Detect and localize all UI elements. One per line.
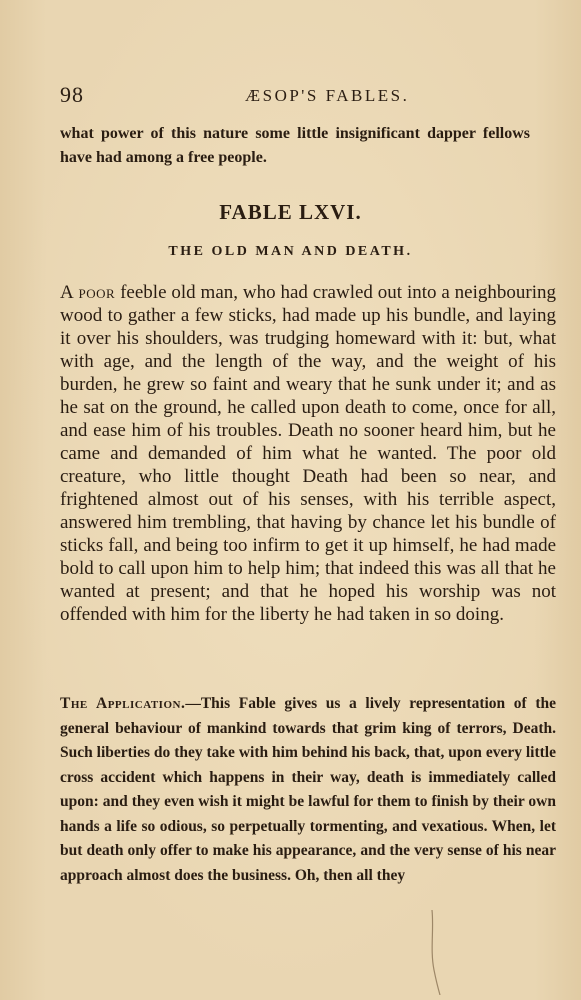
running-head: ÆSOP'S FABLES. [245,86,410,105]
application-text: —This Fable gives us a lively representation of the general behaviour of mankind towards that grim king of terrors, Death. Such liberties do they take with him behind his back, that, upon every little cross accident which happens in their way, death is immediately called upon: and they even wish it might be lawful for them to finish by their own hands a life so odious, so perpetually tormenting, and vexatious. When, let but death only offer to make his appearance, and the very sense of his near approach almost does the business. Oh, then all they [60,695,556,884]
application-paragraph [60,692,556,888]
fable-body [60,281,556,626]
carryover-paragraph: what power of this nature some little insignificant dapper fellows have had among a free people. [60,125,530,166]
page-crease-mark [428,910,442,995]
fable-title: THE OLD MAN AND DEATH. [168,244,413,259]
fable-number: FABLE LXVI. [219,200,362,224]
fable-body-text: feeble old man, who had crawled out into a neighbouring wood to gather a few sticks, had made up his bundle, and laying it over his shoulders, was trudging homeward with it: but, what with age, and the length of the way, and the weight of his burden, he grew so faint and weary that he sunk under it; and as he sat on the ground, he called upon death to come, once for all, and ease him of his troubles. Death no sooner heard him, but he came and demanded of him what he wanted. The poor old creature, who little thought Death had been so near, and frightened almost out of his senses, with his terrible aspect, answered him trembling, that having by chance let his bundle of sticks fall, and being too infirm to get it up himself, he had made bold to call upon him to help him; that indeed this was all that he wanted at present; and that he hoped his worship was not offended with him for the liberty he had taken in so doing. [60,282,556,625]
fable-opening-words: A poor [60,282,116,303]
page-header [60,82,530,112]
page-number: 98 [60,82,84,107]
application-label: The Application. [60,695,186,712]
